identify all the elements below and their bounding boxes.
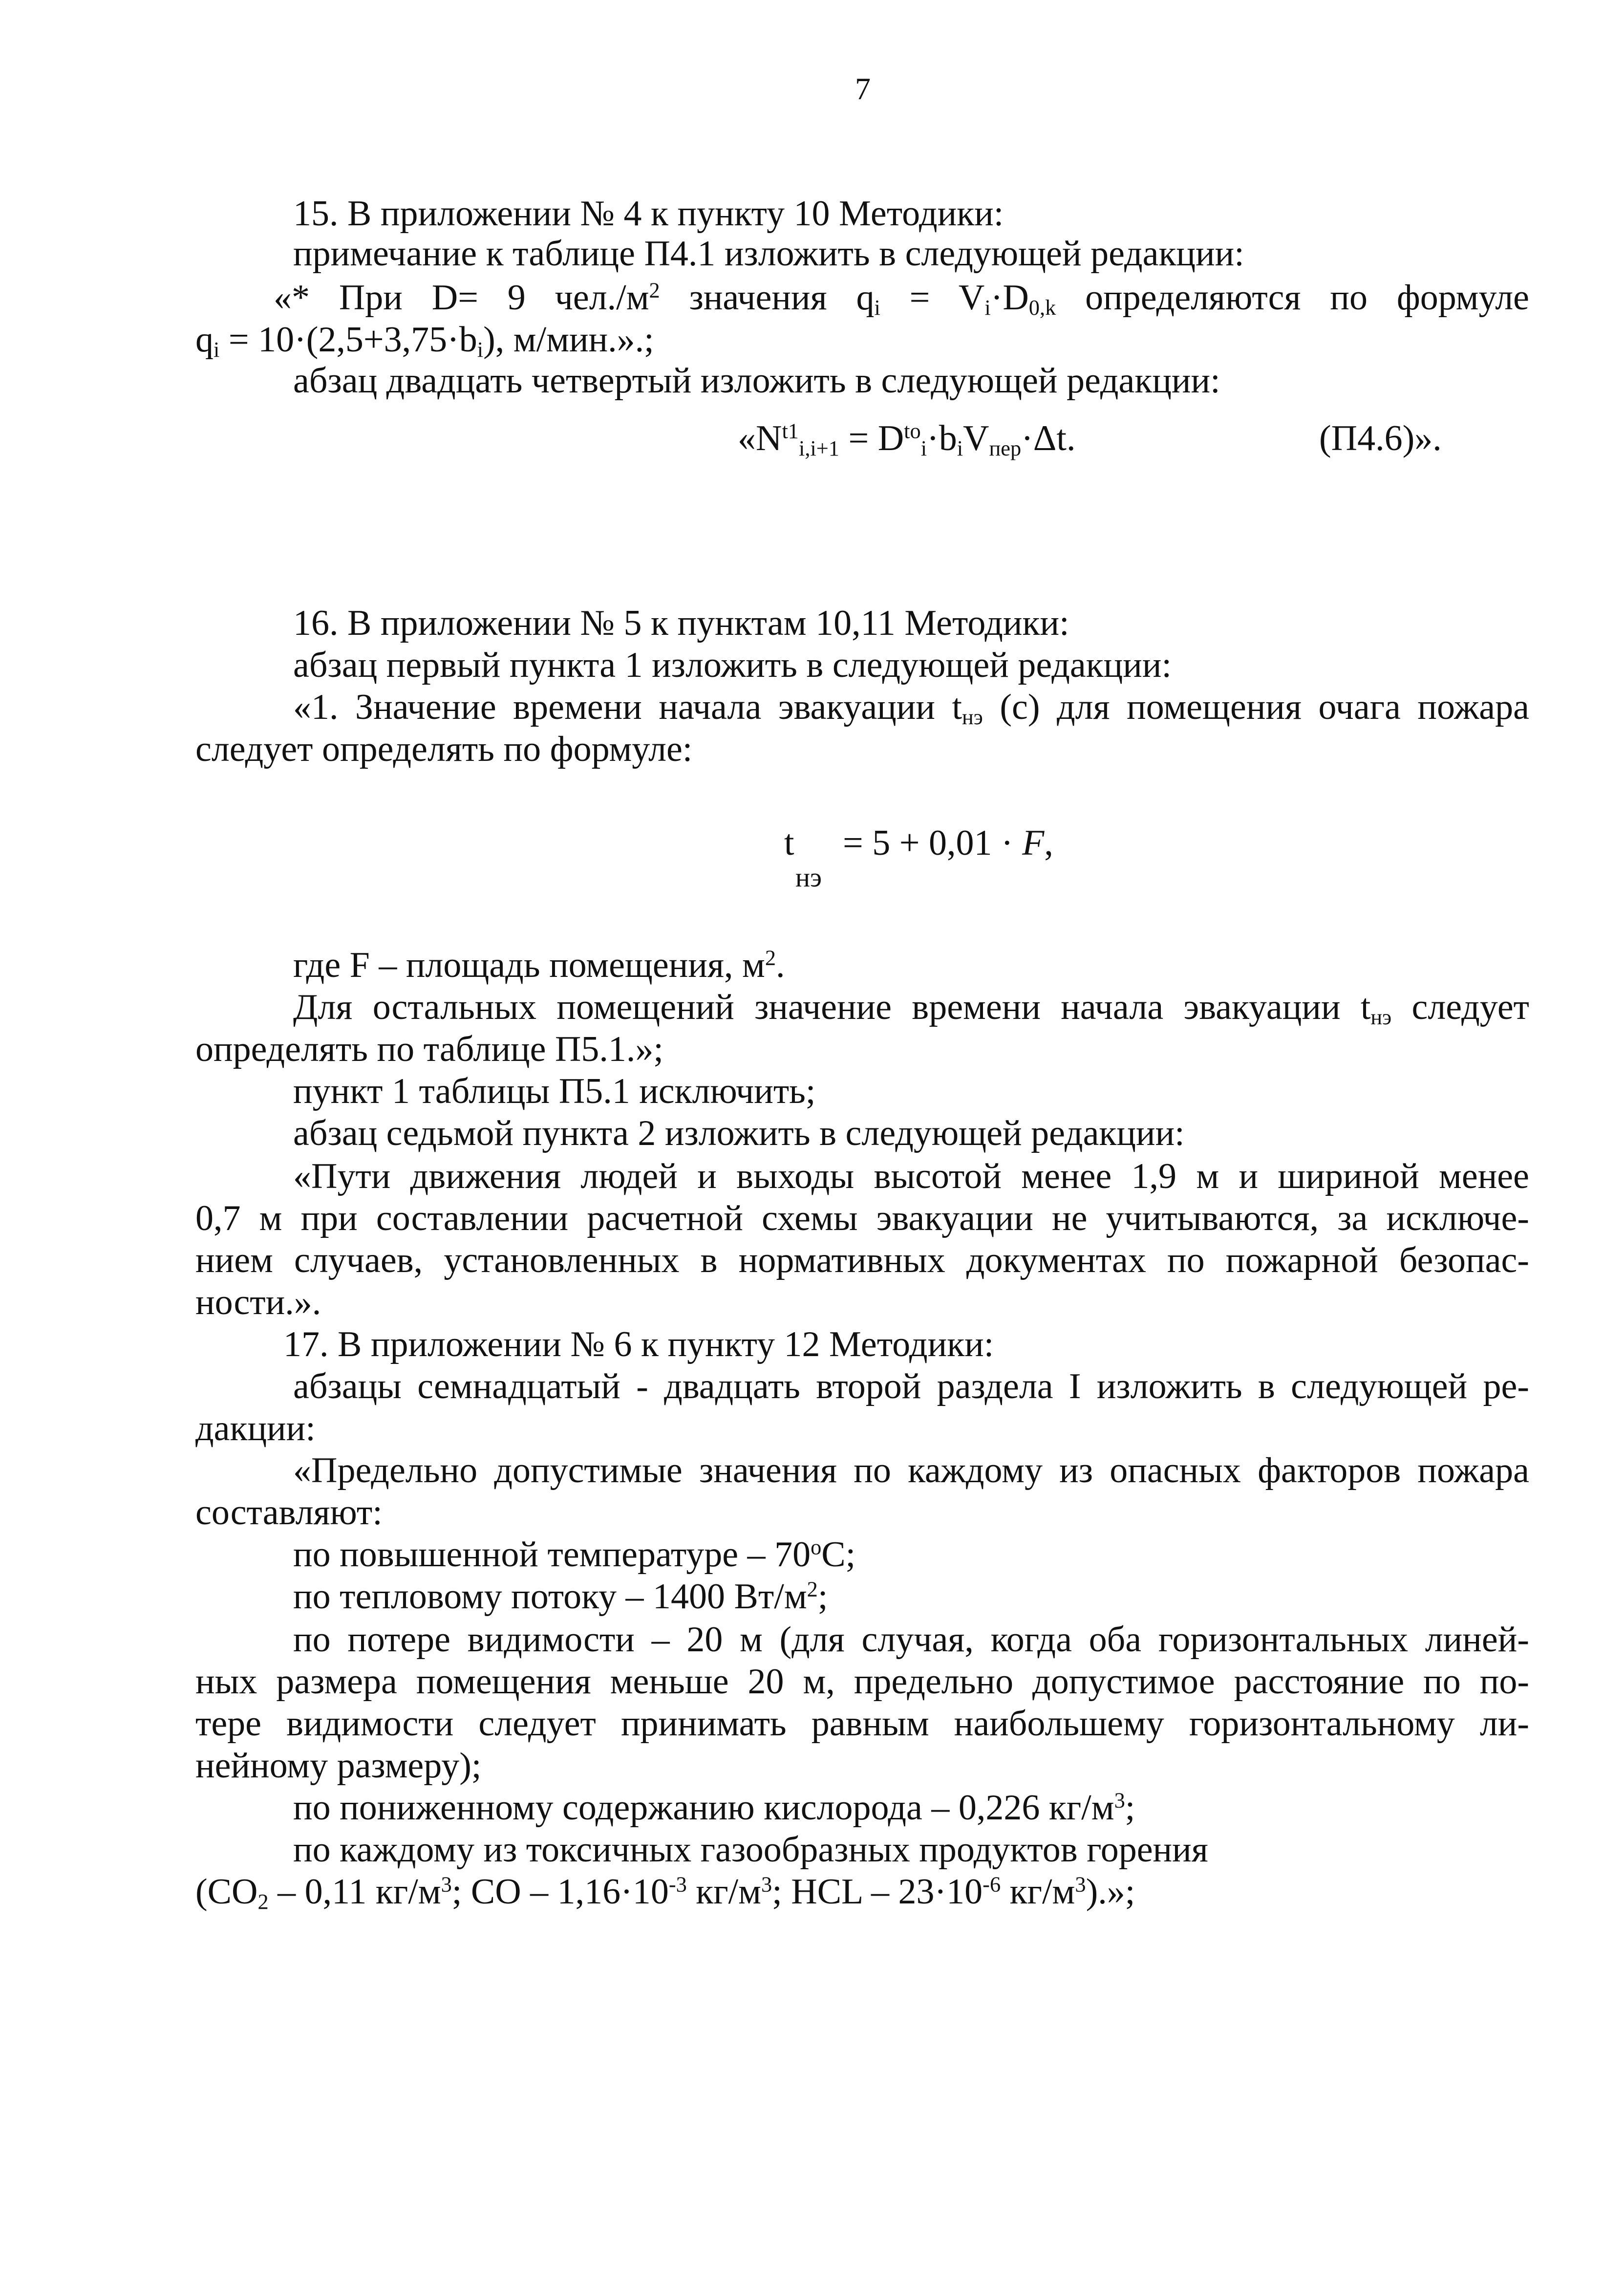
subscript: i [477,337,484,362]
subscript: нэ [962,705,983,730]
section-17-visibility-line-3: тере видимости следует принимать равным наибольшему горизонтальному ли- [195,1704,1529,1744]
section-16-paths-line-4: ности.». [195,1282,321,1322]
section-15-note-line-2 [195,320,654,362]
formula-t-ne [784,825,794,861]
superscript: 3 [1114,1788,1125,1813]
superscript: 3 [761,1872,772,1897]
formula-text: ·b [927,418,957,458]
formula-variable: F [1022,823,1045,863]
superscript: t1 [782,418,799,443]
paragraph-text: кг/м [1001,1872,1075,1912]
superscript: 2 [765,945,776,970]
subscript: пер [989,436,1022,461]
subscript: i [984,295,991,320]
note-text: = V [880,278,985,318]
paragraph-text: по повышенной температуре – 70 [293,1534,811,1575]
note-text: = 10·(2,5+3,75·b [219,320,477,360]
section-17-oxygen [293,1790,1135,1826]
subscript: 0,k [1028,295,1056,320]
note-text: значения q [660,278,875,318]
section-17-visibility-line-4: нейному размеру); [195,1746,482,1786]
page-number: 7 [855,71,871,106]
subscript: i [214,337,220,362]
subscript: i [957,436,963,461]
paragraph-text: . [776,945,785,985]
paragraph-text: (с) для помещения очага пожара [983,687,1529,727]
section-17-toxic-line-2 [195,1872,1135,1914]
section-16-paragraph-1: абзац первый пункта 1 изложить в следующей редакции: [293,645,1172,685]
paragraph-text: С; [821,1534,856,1575]
superscript: 2 [807,1577,818,1601]
section-17-paragraph-1-line-2: дакции: [195,1408,316,1448]
formula-p4-6 [738,418,1076,461]
section-15-paragraph-1: примечание к таблице П4.1 изложить в следующей редакции: [293,234,1244,274]
section-16-exclude: пункт 1 таблицы П5.1 исключить; [293,1071,816,1111]
formula-text: «N [738,418,782,458]
section-16-paths-line-1: «Пути движения людей и выходы высотой менее 1,9 м и шириной менее [293,1156,1529,1196]
paragraph-text: ; [817,1577,828,1617]
paragraph-text: Для остальных помещений значение времени начала эвакуации t [293,987,1371,1027]
subscript: i,i+1 [798,436,839,461]
superscript: о [811,1534,822,1559]
paragraph-text: ; [1125,1788,1135,1828]
paragraph-text: следует [1391,987,1530,1027]
subscript: i [920,436,927,461]
superscript: 2 [649,278,660,302]
paragraph-text: где F – площадь помещения, м [293,945,765,985]
formula-t-ne-subscript: нэ [795,863,822,893]
section-17-toxic-line-1: по каждому из токсичных газообразных продуктов горения [293,1830,1208,1870]
note-text: q [195,320,214,360]
note-text: «* При D [274,278,458,318]
section-16-paragraph-2-line-1 [293,687,1529,730]
superscript: 3 [441,1872,452,1897]
formula-variable: t [784,823,794,863]
section-17-heading: 17. В приложении № 6 к пункту 12 Методики: [283,1324,994,1364]
formula-text: = 5 + 0,01 · [843,823,1013,863]
note-text: = 9 чел./м [458,278,649,318]
section-15-heading: 15. В приложении № 4 к пункту 10 Методики: [293,194,1004,234]
section-17-limits-line-1: «Предельно допустимые значения по каждому из опасных факторов пожара [293,1450,1529,1491]
section-17-temperature [293,1536,855,1573]
note-text: ·D [990,278,1029,318]
paragraph-text: по пониженному содержанию кислорода – 0,226 кг/м [293,1788,1114,1828]
section-16-other-line-2: определять по таблице П5.1.»; [195,1029,663,1069]
note-text: ), м/мин.».; [483,320,654,360]
section-17-heat-flow [293,1578,828,1615]
section-15-paragraph-3: абзац двадцать четвертый изложить в следующей редакции: [293,361,1220,401]
paragraph-text: ; CO – 1,16·10 [451,1872,669,1912]
section-15-note-line-1 [274,278,1529,320]
section-16-where [293,947,785,983]
section-16-paths-line-3: нием случаев, установленных в нормативных документах по пожарной безопас- [195,1240,1529,1280]
section-16-paragraph-2-line-2: следует определять по формуле: [195,729,693,769]
section-16-other-line-1 [293,987,1530,1030]
formula-number: (П4.6)». [1319,418,1442,458]
section-17-limits-line-2: составляют: [195,1492,383,1533]
paragraph-text: по тепловому потоку – 1400 Вт/м [293,1577,807,1617]
formula-text: V [963,418,989,458]
paragraph-text: ).»; [1086,1872,1135,1912]
superscript: -3 [668,1872,687,1897]
section-16-heading: 16. В приложении № 5 к пунктам 10,11 Методики: [293,603,1069,643]
subscript: нэ [1370,1005,1392,1030]
formula-rhs [843,825,1053,861]
section-17-paragraph-1-line-1: абзацы семнадцатый - двадцать второй раздела I изложить в следующей ре- [293,1366,1529,1406]
subscript: 2 [257,1889,269,1914]
superscript: to [904,418,921,443]
paragraph-text: ; HCL – 23·10 [772,1872,983,1912]
formula-text: , [1044,823,1053,863]
section-17-visibility-line-2: ных размера помещения меньше 20 м, предельно допустимое расстояние по по- [195,1662,1529,1702]
note-text: определяются по формуле [1056,278,1529,318]
paragraph-text: – 0,11 кг/м [268,1872,441,1912]
paragraph-text: «1. Значение времени начала эвакуации t [293,687,962,727]
paragraph-text: кг/м [686,1872,761,1912]
superscript: -6 [983,1872,1001,1897]
section-16-seventh: абзац седьмой пункта 2 изложить в следующей редакции: [293,1113,1185,1153]
formula-text: ·Δt. [1021,418,1076,458]
section-17-visibility-line-1: по потере видимости – 20 м (для случая, когда оба горизонтальных линей- [293,1620,1529,1660]
superscript: 3 [1075,1872,1086,1897]
formula-text: = D [839,418,904,458]
paragraph-text: (CO [195,1872,258,1912]
section-16-paths-line-2: 0,7 м при составлении расчетной схемы эвакуации не учитываются, за исключе- [195,1198,1529,1238]
subscript: i [874,295,880,320]
